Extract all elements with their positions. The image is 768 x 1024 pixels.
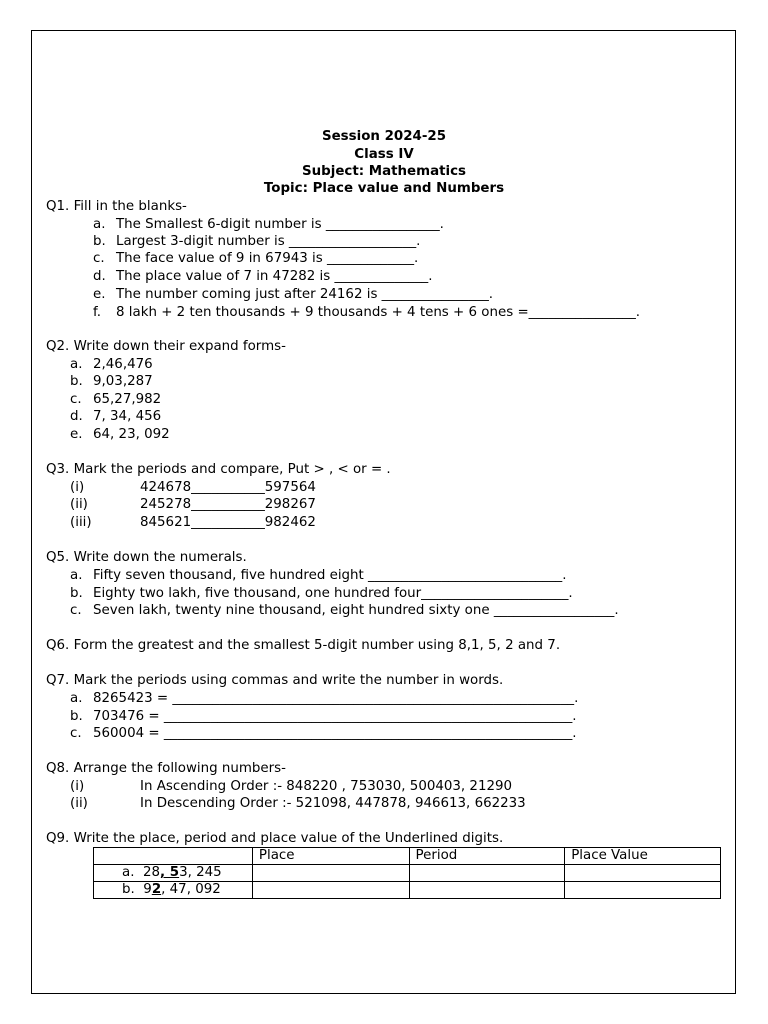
list-item: 703476 = _____________________________________________________________. (93, 709, 577, 724)
list-item: The place value of 7 in 47282 is ______________. (116, 269, 433, 284)
list-item: Largest 3-digit number is ___________________. (116, 234, 421, 249)
list-item: 8 lakh + 2 ten thousands + 9 thousands + 4 tens + 6 ones =________________. (116, 305, 641, 320)
list-marker: a. (93, 217, 106, 232)
list-marker: c. (70, 392, 82, 407)
list-item: The number coming just after 24162 is ________________. (116, 287, 494, 302)
q6-title: Q6. Form the greatest and the smallest 5-digit number using 8,1, 5, 2 and 7. (46, 638, 561, 653)
list-item: The face value of 9 in 67943 is _____________. (116, 251, 419, 266)
list-marker: c. (70, 603, 82, 618)
subject-heading: Subject: Mathematics (301, 164, 467, 179)
q9-table (93, 847, 721, 899)
q3-title: Q3. Mark the periods and compare, Put > , < or = . (46, 462, 391, 477)
list-item: 2,46,476 (93, 357, 153, 372)
list-marker: a. (70, 691, 83, 706)
list-item: 7, 34, 456 (93, 409, 162, 424)
list-marker: d. (70, 409, 83, 424)
q1-title: Q1. Fill in the blanks- (46, 199, 187, 214)
list-item: 65,27,982 (93, 392, 162, 407)
list-marker: b. (70, 709, 83, 724)
table-cell-number (94, 882, 253, 899)
q9-title: Q9. Write the place, period and place value of the Underlined digits. (46, 831, 504, 846)
table-row (94, 882, 721, 899)
list-marker: b. (93, 234, 106, 249)
table-cell-period[interactable] (409, 882, 565, 899)
list-marker: (ii) (70, 796, 88, 811)
list-marker: (i) (70, 779, 85, 794)
topic-heading: Topic: Place value and Numbers (263, 181, 505, 196)
table-header-cell: Period (409, 848, 565, 865)
list-marker: e. (70, 427, 83, 442)
table-cell-place[interactable] (252, 882, 409, 899)
q7-title: Q7. Mark the periods using commas and write the number in words. (46, 673, 504, 688)
q5-title: Q5. Write down the numerals. (46, 550, 247, 565)
row-marker: a. (122, 865, 135, 880)
table-cell-period[interactable] (409, 865, 565, 882)
list-item: 8265423 = ____________________________________________________________. (93, 691, 579, 706)
list-item: Fifty seven thousand, five hundred eight _____________________________. (93, 568, 567, 583)
list-item: 64, 23, 092 (93, 427, 170, 442)
list-item: 245278___________298267 (140, 497, 316, 512)
list-item: 845621___________982462 (140, 515, 316, 530)
underlined-digit: , 5 (160, 865, 180, 880)
table-cell-number (94, 865, 253, 882)
number-part: 9 (143, 882, 152, 897)
list-marker: (ii) (70, 497, 88, 512)
table-header-cell (94, 848, 253, 865)
list-marker: b. (70, 586, 83, 601)
list-marker: (i) (70, 480, 85, 495)
list-marker: c. (93, 251, 105, 266)
list-item: In Descending Order :- 521098, 447878, 946613, 662233 (140, 796, 526, 811)
table-header-row (94, 848, 721, 865)
list-marker: f. (93, 305, 101, 320)
list-marker: (iii) (70, 515, 92, 530)
list-item: In Ascending Order :- 848220 , 753030, 500403, 21290 (140, 779, 513, 794)
table-cell-place[interactable] (252, 865, 409, 882)
list-item: 560004 = _____________________________________________________________. (93, 726, 577, 741)
session-heading: Session 2024-25 (321, 129, 447, 144)
number-part: 3, 245 (179, 865, 222, 880)
class-heading: Class IV (354, 147, 414, 162)
list-marker: a. (70, 568, 83, 583)
list-marker: c. (70, 726, 82, 741)
number-part: 28 (142, 865, 161, 880)
table-cell-place-value[interactable] (565, 882, 721, 899)
list-item: 424678___________597564 (140, 480, 316, 495)
list-item: Seven lakh, twenty nine thousand, eight hundred sixty one __________________. (93, 603, 619, 618)
list-item: 9,03,287 (93, 374, 153, 389)
list-marker: d. (93, 269, 106, 284)
list-marker: b. (70, 374, 83, 389)
table-header-cell: Place Value (565, 848, 721, 865)
list-item: Eighty two lakh, five thousand, one hundred four______________________. (93, 586, 573, 601)
q8-title: Q8. Arrange the following numbers- (46, 761, 286, 776)
table-cell-place-value[interactable] (565, 865, 721, 882)
list-marker: e. (93, 287, 106, 302)
list-item: The Smallest 6-digit number is _________________. (116, 217, 444, 232)
list-marker: a. (70, 357, 83, 372)
table-row (94, 865, 721, 882)
underlined-digit: 2 (151, 882, 162, 897)
q2-title: Q2. Write down their expand forms- (46, 339, 286, 354)
number-part: , 47, 092 (161, 882, 221, 897)
row-marker: b. (122, 882, 135, 897)
table-header-cell: Place (252, 848, 409, 865)
